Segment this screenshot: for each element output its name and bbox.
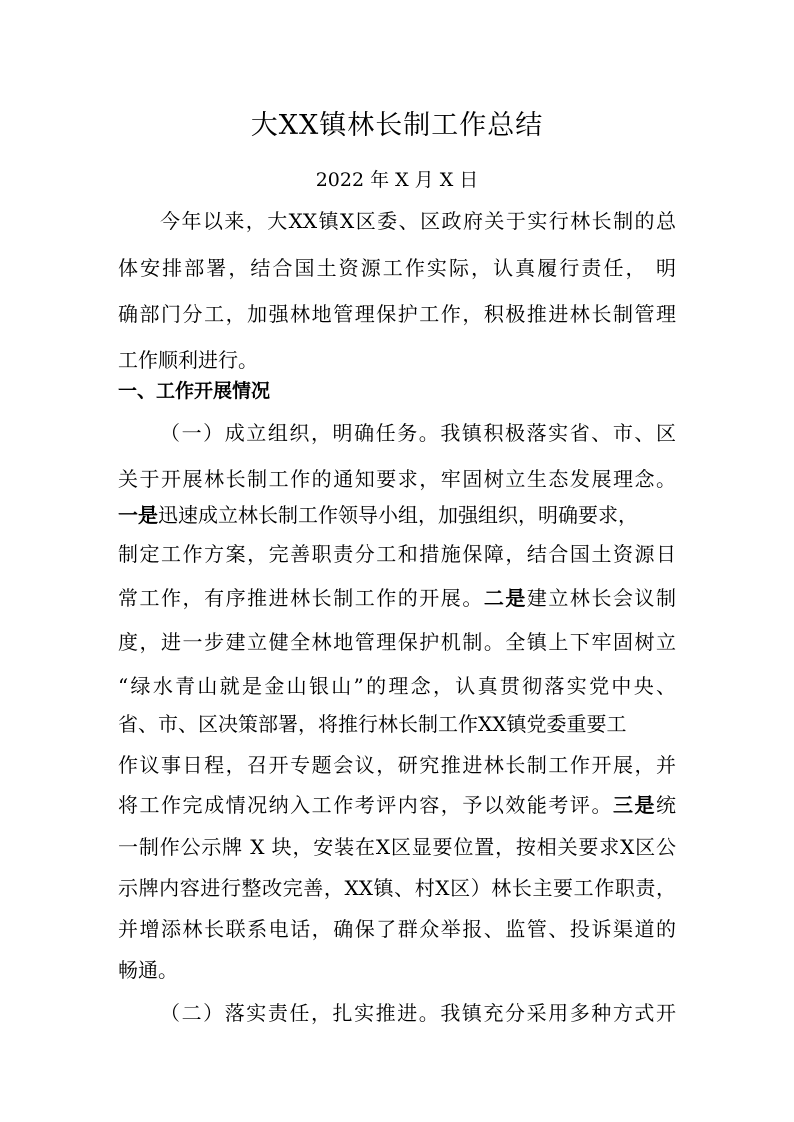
paragraph-line <box>118 789 676 821</box>
paragraph-line: 一制作公示牌 X 块，安装在X区显要位置，按相关要求X区公 <box>118 835 676 859</box>
intro-line: 工作顺利进行。 <box>118 348 258 372</box>
paragraph-line <box>118 499 638 531</box>
section-heading: 一、工作开展情况 <box>118 380 271 402</box>
document-date: 2022 年 X 月 X 日 <box>315 169 479 191</box>
paragraph-text: 统 <box>656 793 676 817</box>
paragraph-text: 迅速成立林长制工作领导小组，加强组织，明确要求， <box>158 503 638 527</box>
document-title: 大XX镇林长制工作总结 <box>250 110 544 141</box>
emphasis-text: 一是 <box>118 503 158 527</box>
paragraph-line <box>118 582 676 614</box>
paragraph-line: 度，进一步建立健全林地管理保护机制。全镇上下牢固树立 <box>118 630 676 654</box>
paragraph-text: 将工作完成情况纳入工作考评内容，予以效能考评。 <box>118 793 613 817</box>
paragraph-text: 常工作，有序推进林长制工作的开展。 <box>118 586 484 610</box>
paragraph-line: 关于开展林长制工作的通知要求，牢固树立生态发展理念。 <box>118 467 676 491</box>
paragraph-line: （二）落实责任，扎实推进。我镇充分采用多种方式开 <box>160 1001 676 1025</box>
intro-line: 确部门分工，加强林地管理保护工作，积极推进林长制管理 <box>118 302 676 326</box>
paragraph-line: 并增添林长联系电话，确保了群众举报、监管、投诉渠道的 <box>118 917 676 941</box>
paragraph-text: 建立林长会议制 <box>526 586 676 610</box>
intro-line: 今年以来，大XX镇X区委、区政府关于实行林长制的总 <box>160 209 676 233</box>
paragraph-line: 示牌内容进行整改完善，XX镇、村X区）林长主要工作职责， <box>118 876 676 900</box>
paragraph-line: 作议事日程，召开专题会议，研究推进林长制工作开展，并 <box>118 753 676 777</box>
emphasis-text: 二是 <box>483 586 527 610</box>
paragraph-line: 制定工作方案，完善职责分工和措施保障，结合国土资源日 <box>118 542 676 566</box>
intro-line: 体安排部署，结合国土资源工作实际，认真履行责任， 明 <box>118 256 676 280</box>
paragraph-line: “绿水青山就是金山银山”的理念，认真贯彻落实党中央、 <box>118 674 676 698</box>
paragraph-line: 省、市、区决策部署，将推行林长制工作XX镇党委重要工 <box>118 712 627 736</box>
paragraph-line: 畅通。 <box>118 958 178 982</box>
paragraph-line: （一）成立组织，明确任务。我镇积极落实省、市、区 <box>160 421 676 445</box>
emphasis-text: 三是 <box>612 793 657 817</box>
